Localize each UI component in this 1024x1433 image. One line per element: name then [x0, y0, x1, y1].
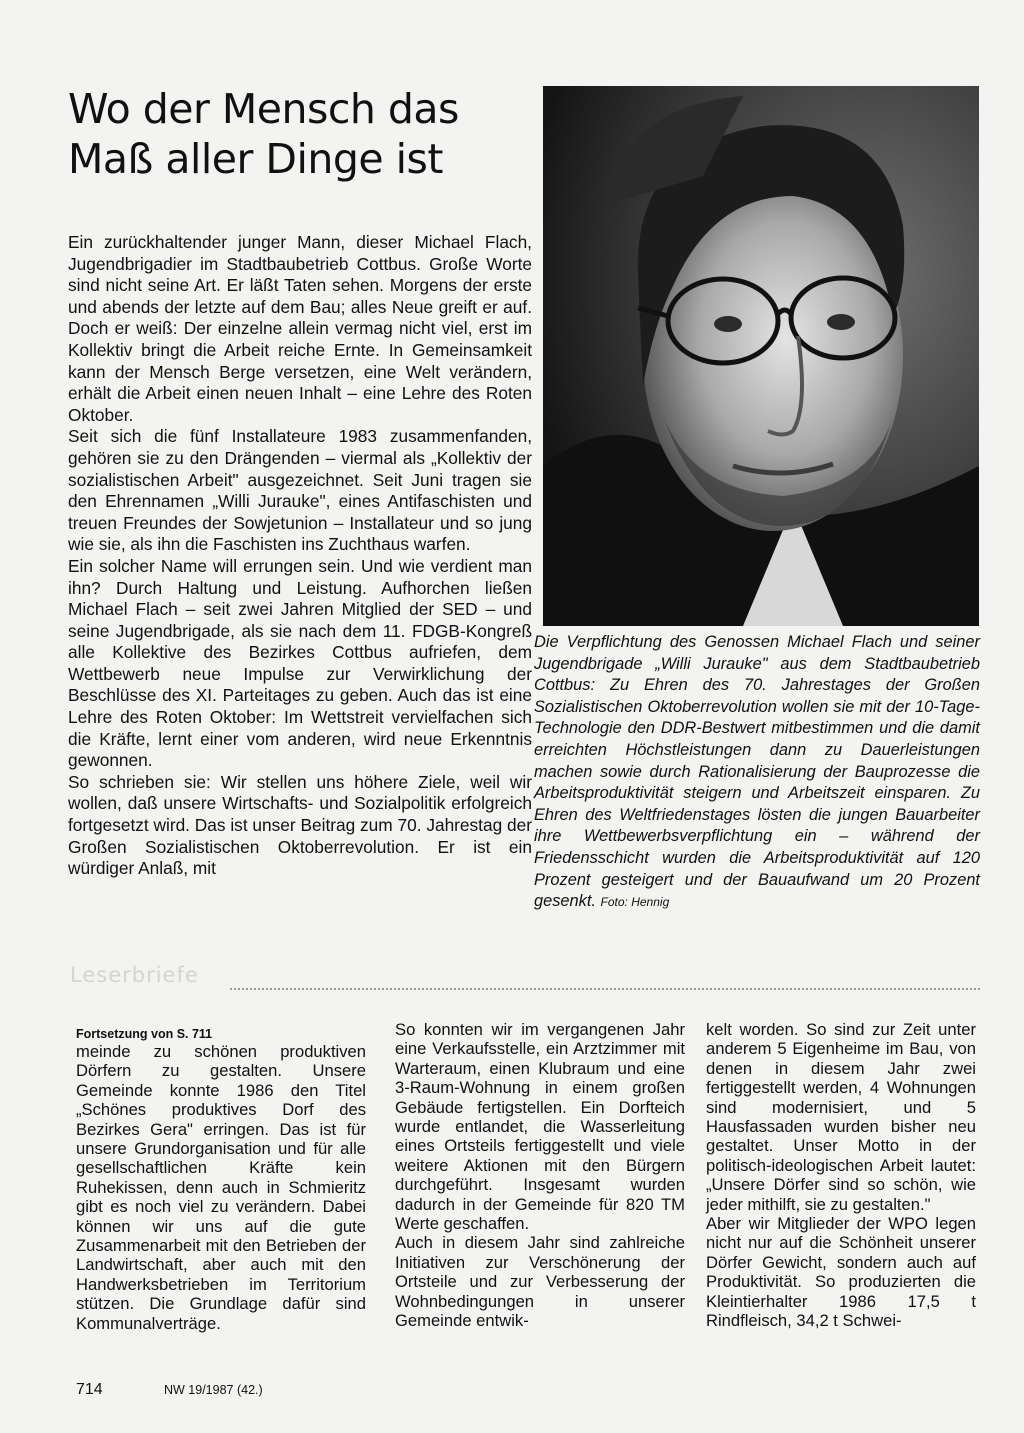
continuation-note: Fortsetzung von S. 711 — [76, 1027, 213, 1041]
letters-column-1 — [76, 1042, 366, 1333]
issue-reference: NW 19/1987 (42.) — [164, 1383, 263, 1397]
photo-caption — [534, 632, 980, 914]
letters-column-3 — [706, 1020, 976, 1331]
body-paragraph: Seit sich die fünf Installateure 1983 zusammenfanden, gehören sie zu den Drängenden – viermal als „Kollektiv der sozialistischen Arbeit" ausgezeichnet. Seit Juni tragen sie den Ehrennamen „Willi Jurauke", eines Antifaschisten und treuen Freundes der Sowjetunion – Installateur und so jung wie sie, als ihn die Faschisten ins Zuchthaus warfen. — [68, 426, 532, 555]
section-rubric — [70, 963, 980, 1003]
rubric-label: Leserbriefe — [70, 963, 199, 987]
page-number: 714 — [76, 1381, 103, 1398]
letters-column-2 — [395, 1020, 685, 1331]
letters-paragraph: Auch in diesem Jahr sind zahlreiche Initiativen zur Verschönerung der Ortsteile und zur Verbesserung der Wohnbedingungen in unserer Gemeinde entwik- — [395, 1233, 685, 1331]
article-body — [68, 232, 532, 880]
article-headline — [68, 84, 538, 184]
body-paragraph: So schrieben sie: Wir stellen uns höhere Ziele, weil wir wollen, daß unsere Wirtschafts- und Sozialpolitik erfolgreich fortgesetzt wird. Das ist unser Beitrag zum 70. Jahrestag der Großen Sozialistischen Oktoberrevolution. Er ist ein würdiger Anlaß, mit — [68, 771, 532, 879]
rubric-divider — [230, 988, 980, 990]
portrait-illustration — [543, 86, 979, 626]
photo-credit: Foto: Hennig — [600, 895, 670, 910]
body-paragraph: Ein zurückhaltender junger Mann, dieser Michael Flach, Jugendbrigadier im Stadtbaubetrieb Cottbus. Große Worte sind nicht seine Art. Er läßt Taten sehen. Morgens der erste und abends der letzte auf dem Bau; alles Neue greift er auf. Doch er weiß: Der einzelne allein vermag nicht viel, erst im Kollektiv bringt die Arbeit reiche Ernte. In Gemeinsamkeit kann der Mensch Berge versetzen, eine Welt verändern, erhält die Arbeit einen neuen Inhalt – eine Lehre des Roten Oktober. — [68, 232, 532, 425]
portrait-photo — [543, 86, 979, 626]
letters-paragraph: kelt worden. So sind zur Zeit unter anderem 5 Eigenheime im Bau, von denen in diesem Jahr zwei fertiggestellt werden, 4 Wohnungen sind modernisiert, und 5 Hausfassaden wurden bisher neu gestaltet. Unser Motto in der politisch-ideologischen Arbeit lautet: „Unsere Dörfer sind so schön, wie jeder mithilft, sie zu gestalten." — [706, 1020, 976, 1214]
caption-text: Die Verpflichtung des Genossen Michael Flach und seiner Jugendbrigade „Willi Jurauke" aus dem Stadtbaubetrieb Cottbus: Zu Ehren des 70. Jahrestages der Großen Sozialistischen Oktoberrevolution wollen sie mit der 10-Tage-Technologie den DDR-Bestwert mitbestimmen und die damit erreichten Höchstleistungen dann zu Dauerleistungen machen sowie durch Rationalisierung der Bauprozesse die Arbeitsproduktivität steigern und Arbeitszeit einsparen. Zu Ehren des Weltfriedenstages lösten die jungen Bauarbeiter ihre Wettbewerbsverpflichtung ein – während der Friedensschicht wurden die Arbeitsproduktivität auf 120 Prozent gesteigert und der Bauaufwand um 20 Prozent gesenkt. — [534, 633, 980, 911]
headline-line-1: Wo der Mensch das — [68, 85, 459, 133]
letters-paragraph: meinde zu schönen produktiven Dörfern zu gestalten. Unsere Gemeinde konnte 1986 den Titel „Schönes produktives Dorf des Bezirkes Gera" erringen. Das ist für unsere Grundorganisation und für alle gesellschaftlichen Kräfte kein Ruhekissen, denn auch in Schmieritz gibt es noch viel zu verändern. Dabei können wir uns auf die gute Zusammenarbeit mit den Betrieben der Landwirtschaft, aber auch mit den Handwerksbetrieben im Territorium stützen. Die Grundlage dafür sind Kommunalverträge. — [76, 1042, 366, 1333]
body-paragraph: Ein solcher Name will errungen sein. Und wie verdient man ihn? Durch Haltung und Leistung. Aufhorchen ließen Michael Flach – seit zwei Jahren Mitglied der SED – und seine Jugendbrigade, als sie nach dem 11. FDGB-Kongreß alle Kollektive des Bezirkes Cottbus aufriefen, dem Wettbewerb neue Impulse zur Verwirklichung der Beschlüsse des XI. Parteitages zu geben. Auch das ist eine Lehre des Roten Oktober: Im Wettstreit vervielfachen sich die Kräfte, lernt einer vom anderen, wird neue Erkenntnis gewonnen. — [68, 555, 532, 771]
letters-paragraph: Aber wir Mitglieder der WPO legen nicht nur auf die Schönheit unserer Dörfer Gewicht, sondern auch auf Produktivität. So produzierten die Kleintierhalter 1986 17,5 t Rindfleisch, 34,2 t Schwei- — [706, 1214, 976, 1331]
headline-line-2: Maß aller Dinge ist — [68, 135, 443, 183]
letters-paragraph: So konnten wir im vergangenen Jahr eine Verkaufsstelle, ein Arztzimmer mit Warteraum, einen Klubraum und eine 3-Raum-Wohnung in einem großen Gebäude fertigstellen. Ein Dorfteich wurde entlandet, die Wasserleitung eines Ortsteils fertiggestellt und viele weitere Aktionen mit den Bürgern durchgeführt. Insgesamt wurden dadurch in der Gemeinde für 820 TM Werte geschaffen. — [395, 1020, 685, 1234]
